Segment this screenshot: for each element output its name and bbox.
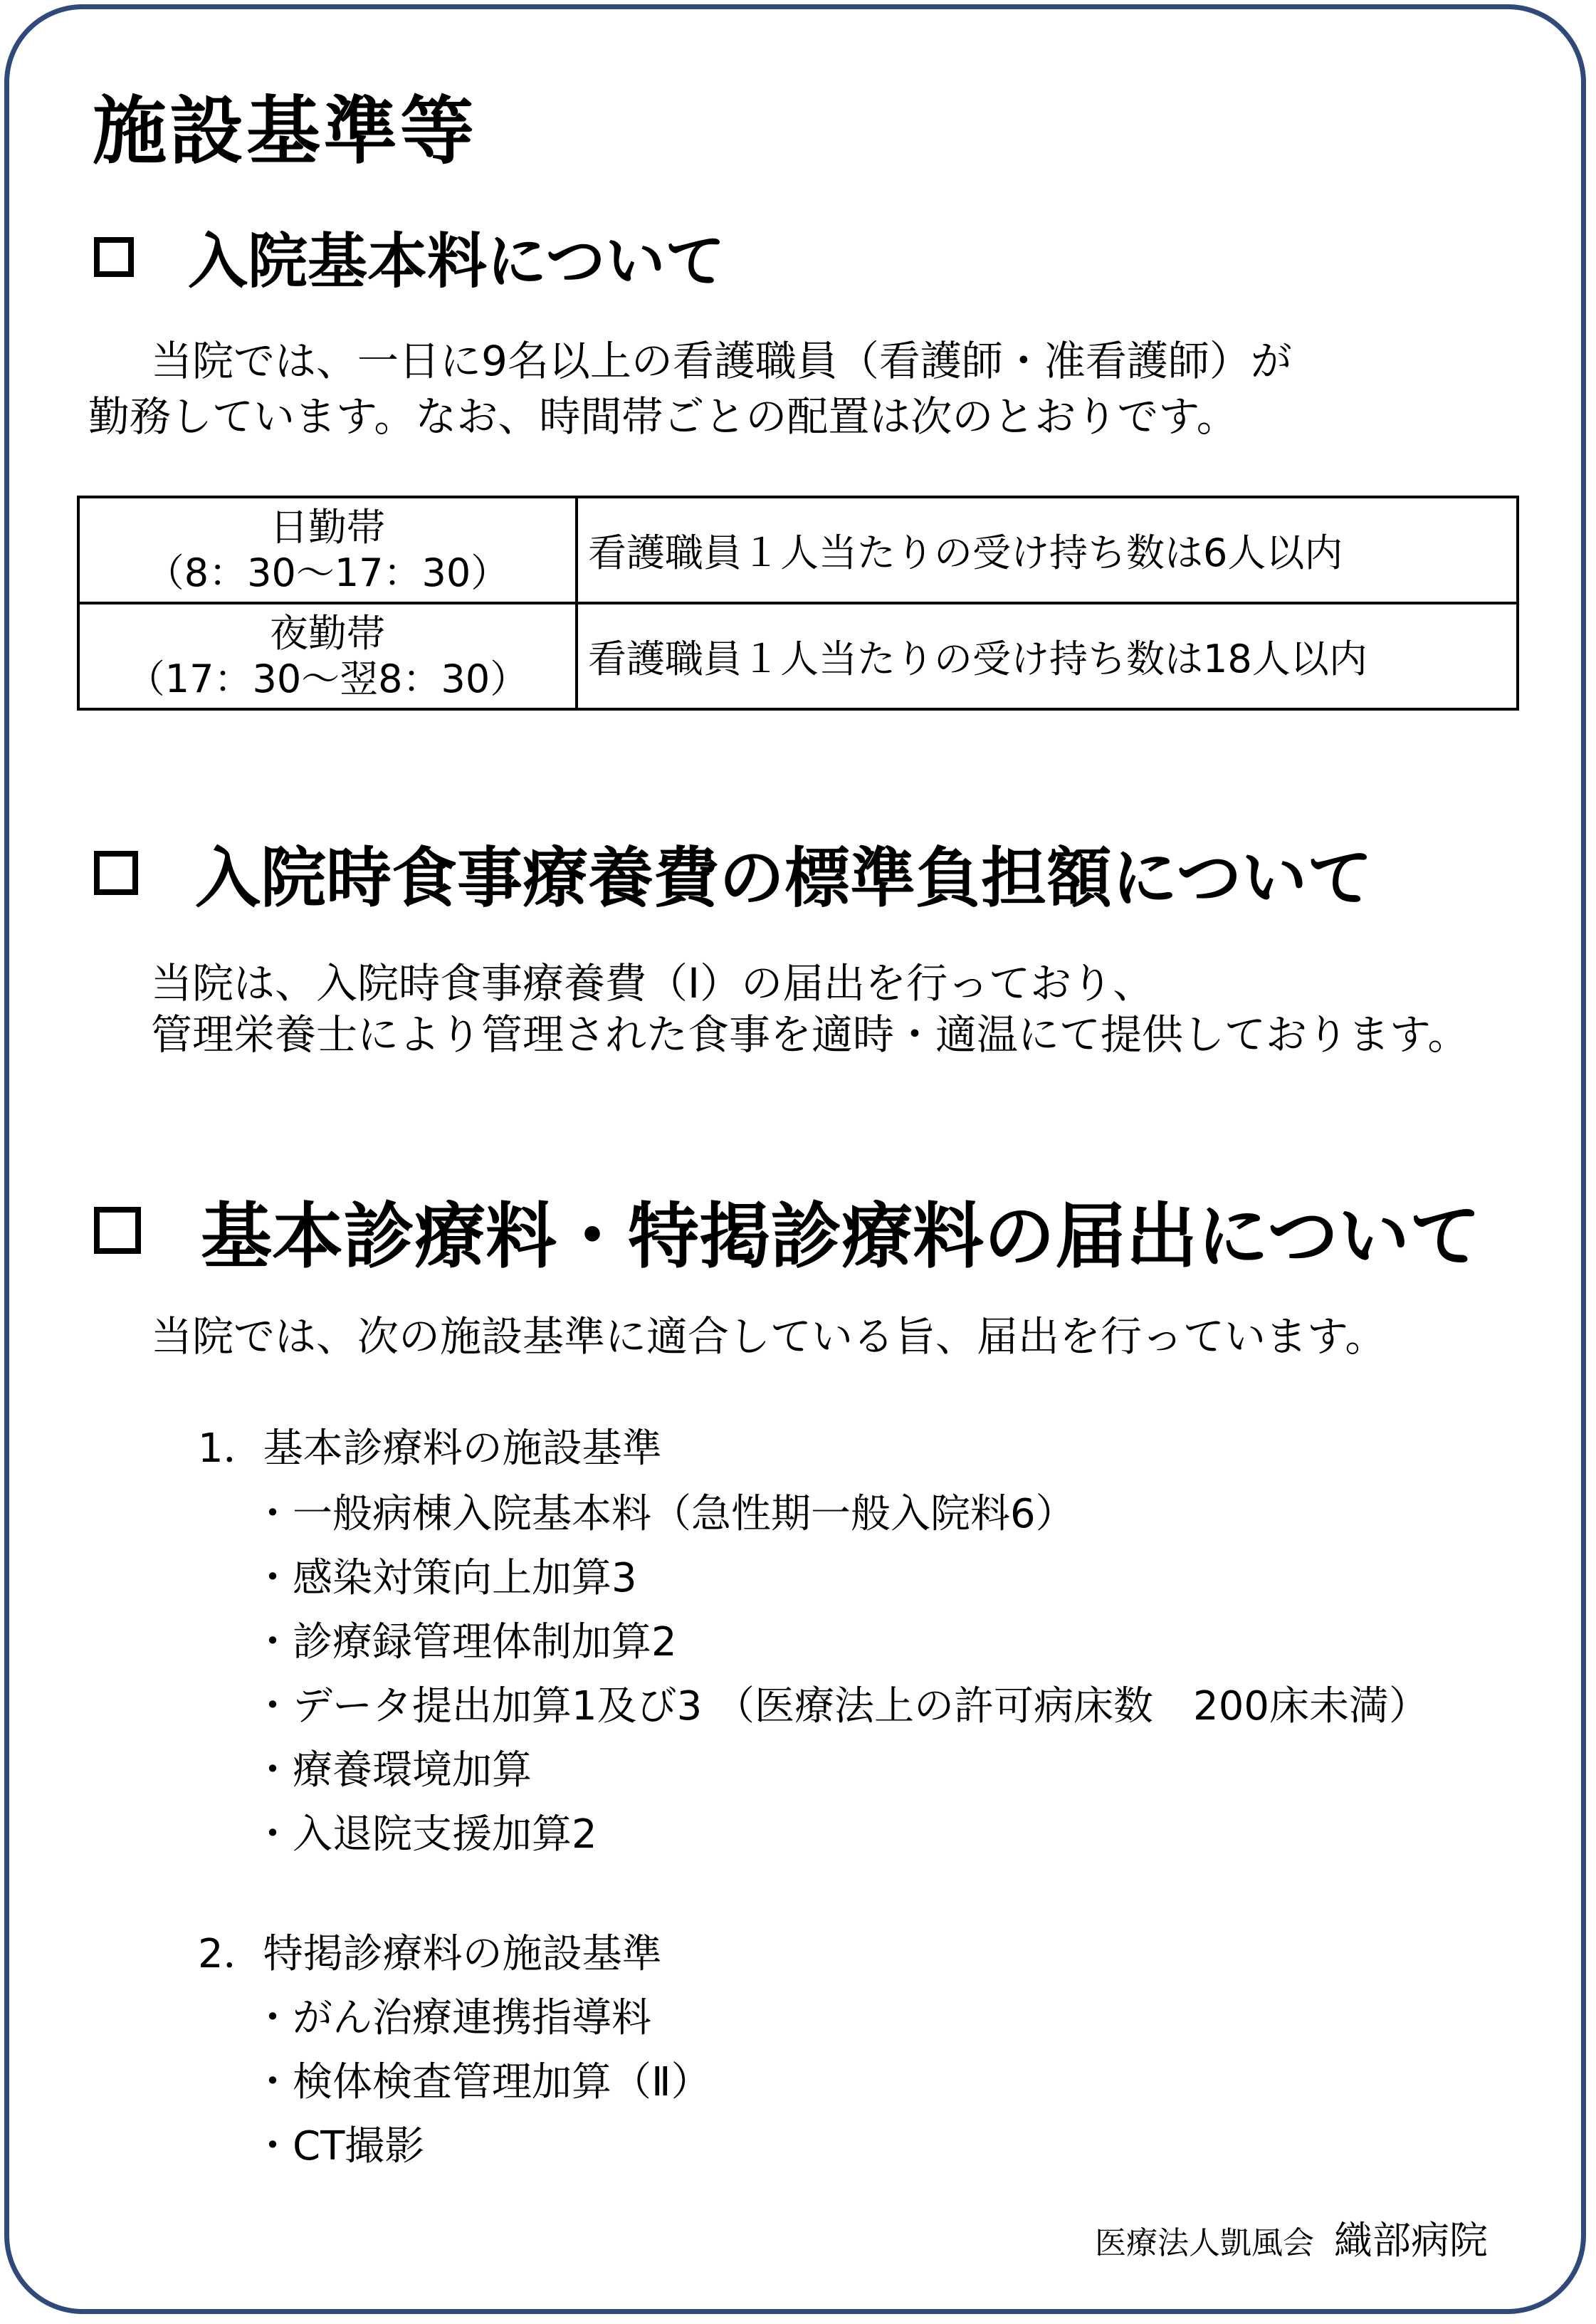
table-row: [78, 497, 1518, 603]
footer-hospital-name: 織部病院: [1334, 2218, 1488, 2263]
section-heading-text: 入院時食事療養費の標準負担額について: [195, 840, 1373, 916]
section-heading-admission-fee: [94, 214, 725, 300]
list-item: ・がん治療連携指導料: [253, 1995, 651, 2041]
checkbox-square-icon: [94, 851, 138, 895]
section-heading-meal-cost: [94, 826, 1372, 920]
shift-name: 日勤帯: [270, 504, 385, 550]
shift-cell: [78, 603, 577, 709]
staffing-table: [77, 496, 1519, 711]
section-heading-notifications: [94, 1179, 1481, 1282]
footer-org: 医療法人凱風会: [1095, 2225, 1314, 2261]
section1-text-line2: 勤務しています。なお、時間帯ごとの配置は次のとおりです。: [88, 392, 1238, 441]
list1-heading: 1．基本診療料の施設基準: [198, 1425, 662, 1472]
checkbox-square-icon: [94, 1207, 141, 1254]
list-item: ・感染対策向上加算3: [253, 1555, 637, 1601]
footer-signature: [1095, 2210, 1488, 2265]
list-item: ・療養環境加算: [253, 1747, 532, 1794]
list-item: ・データ提出加算1及び3 （医療法上の許可病床数 200床未満）: [253, 1683, 1429, 1729]
page-title: 施設基準等: [93, 88, 478, 174]
shift-cell: [78, 497, 577, 603]
shift-hours: （8：30～17：30）: [145, 550, 510, 595]
section1-text-line1: 当院では、一日に9名以上の看護職員（看護師・准看護師）が: [151, 337, 1292, 385]
section-heading-text: 入院基本料について: [188, 226, 725, 296]
list-item: ・入退院支援加算2: [253, 1811, 597, 1858]
shift-name: 夜勤帯: [270, 610, 385, 656]
section2-text-line1: 当院は、入院時食事療養費（Ⅰ）の届出を行っており、: [151, 959, 1155, 1007]
list-item: ・CT撮影: [253, 2123, 425, 2169]
list-item: ・検体検査管理加算（Ⅱ）: [253, 2059, 711, 2105]
ratio-cell: 看護職員１人当たりの受け持ち数は6人以内: [577, 497, 1518, 603]
table-row: [78, 603, 1518, 709]
list-item: ・一般病棟入院基本料（急性期一般入院料6）: [253, 1491, 1076, 1537]
section2-text-line2: 管理栄養士により管理された食事を適時・適温にて提供しております。: [151, 1010, 1469, 1059]
section-heading-text: 基本診療料・特掲診療料の届出について: [201, 1195, 1481, 1278]
list2-heading: 2．特掲診療料の施設基準: [198, 1931, 662, 1977]
ratio-cell: 看護職員１人当たりの受け持ち数は18人以内: [577, 603, 1518, 709]
section3-text: 当院では、次の施設基準に適合している旨、届出を行っています。: [151, 1312, 1387, 1361]
shift-hours: （17：30～翌8：30）: [126, 656, 529, 701]
list-item: ・診療録管理体制加算2: [253, 1619, 677, 1665]
checkbox-square-icon: [94, 237, 134, 277]
